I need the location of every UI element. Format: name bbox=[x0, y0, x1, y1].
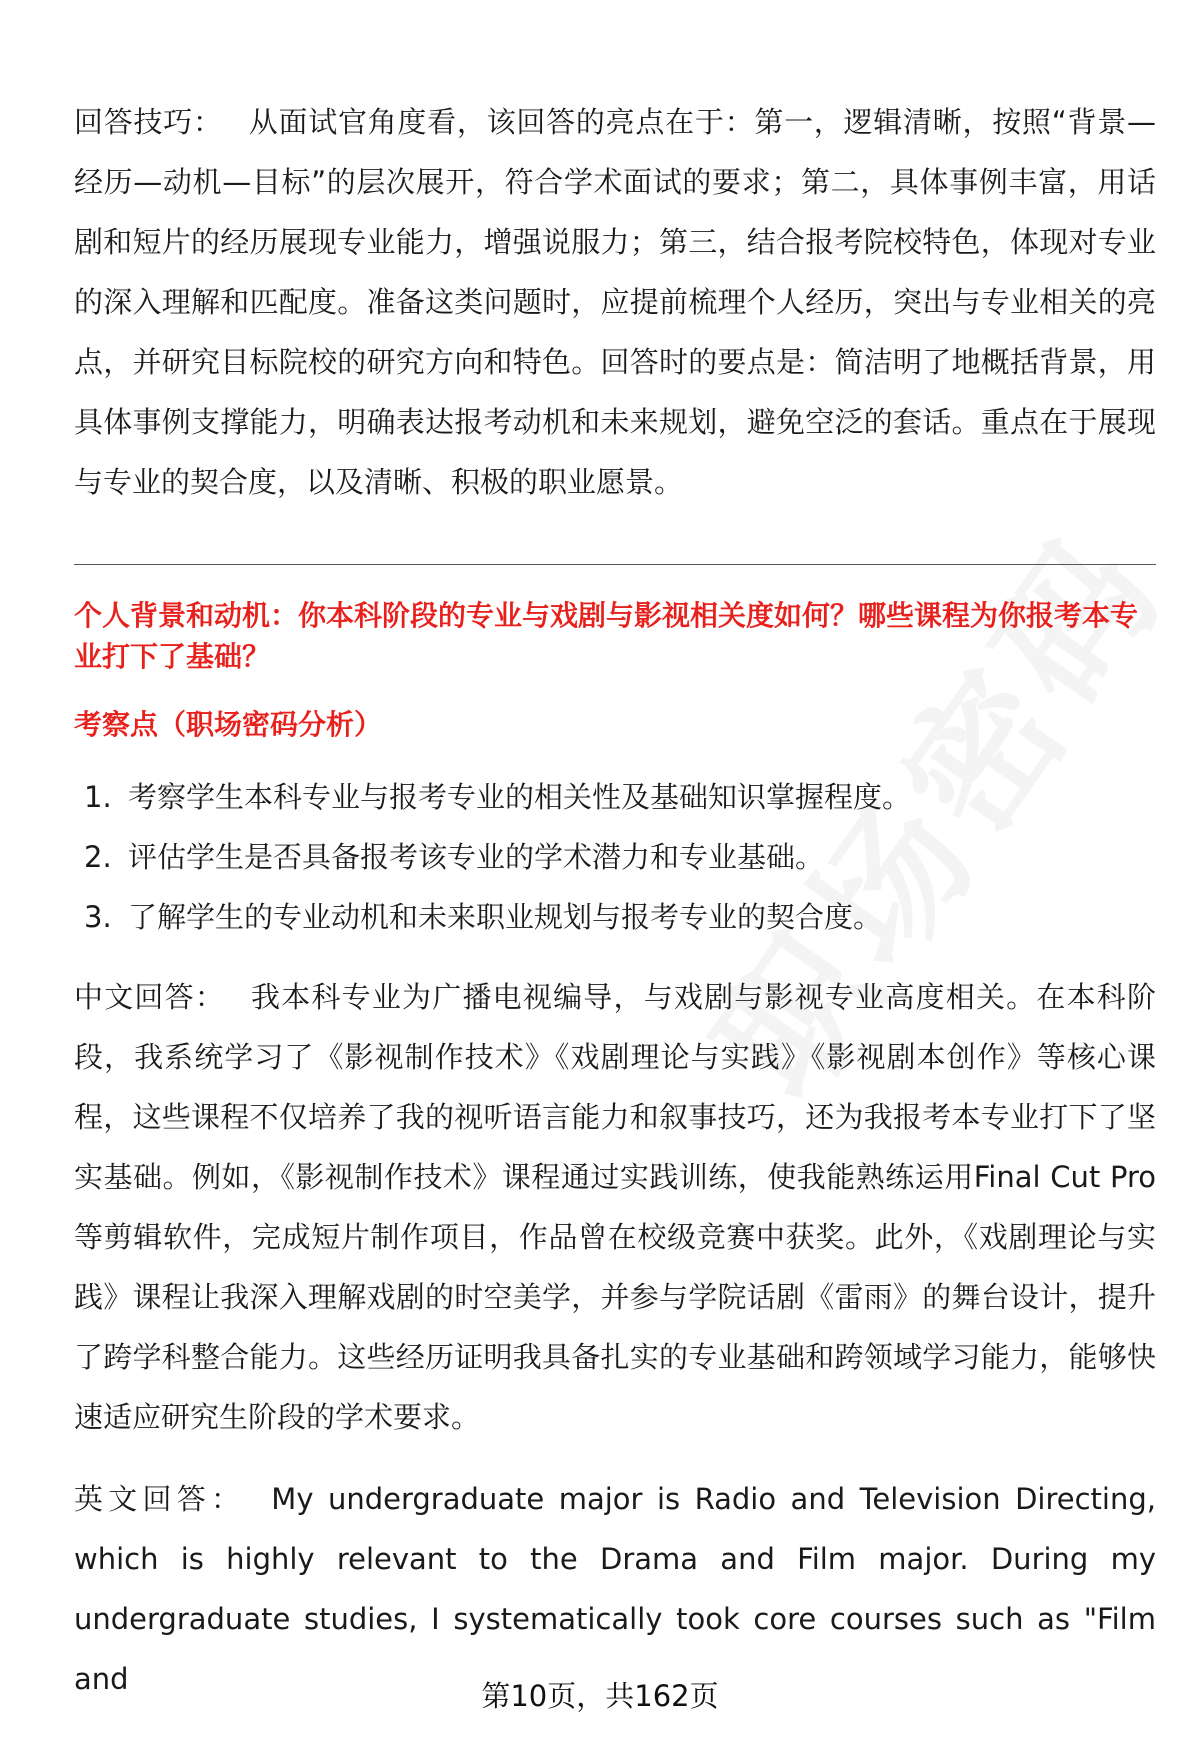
page-content bbox=[74, 92, 1156, 1709]
focus-heading: 考察点（职场密码分析） bbox=[74, 708, 383, 741]
chinese-answer-text: 我本科专业为广播电视编导，与戏剧与影视专业高度相关。在本科阶段，我系统学习了《影视制作技术》《戏剧理论与实践》《影视剧本创作》等核心课程，这些课程不仅培养了我的视听语言能力和叙事技巧，还为我报考本专业打下了坚实基础。例如，《影视制作技术》课程通过实践训练，使我能熟练运用Final Cut Pro等剪辑软件，完成短片制作项目，作品曾在校级竞赛中获奖。此外，《戏剧理论与实践》课程让我深入理解戏剧的时空美学，并参与学院话剧《雷雨》的舞台设计，提升了跨学科整合能力。这些经历证明我具备扎实的专业基础和跨领域学习能力，能够快速适应研究生阶段的学术要求。 bbox=[74, 980, 1156, 1434]
section-divider bbox=[74, 564, 1156, 565]
focus-points-list bbox=[74, 767, 1156, 947]
chinese-answer-label: 中文回答： bbox=[74, 980, 226, 1014]
list-item-number: 3. bbox=[84, 900, 112, 934]
list-item-text: 了解学生的专业动机和未来职业规划与报考专业的契合度。 bbox=[128, 900, 883, 934]
answer-tip-paragraph bbox=[74, 92, 1156, 512]
english-answer-paragraph bbox=[74, 1469, 1156, 1709]
list-item bbox=[74, 887, 1156, 947]
answer-tip-text: 从面试官角度看，该回答的亮点在于：第一，逻辑清晰，按照“背景—经历—动机—目标”的层次展开，符合学术面试的要求；第二，具体事例丰富，用话剧和短片的经历展现专业能力，增强说服力；第三，结合报考院校特色，体现对专业的深入理解和匹配度。准备这类问题时，应提前梳理个人经历，突出与专业相关的亮点，并研究目标院校的研究方向和特色。回答时的要点是：简洁明了地概括背景，用具体事例支撑能力，明确表达报考动机和未来规划，避免空泛的套话。重点在于展现与专业的契合度，以及清晰、积极的职业愿景。 bbox=[74, 105, 1156, 499]
list-item-number: 2. bbox=[84, 840, 112, 874]
answer-tip-label: 回答技巧： bbox=[74, 105, 223, 139]
list-item-text: 评估学生是否具备报考该专业的学术潜力和专业基础。 bbox=[128, 840, 825, 874]
page-number-footer: 第10页，共162页 bbox=[481, 1679, 719, 1713]
list-item-number: 1. bbox=[84, 780, 112, 814]
english-answer-text: My undergraduate major is Radio and Television Directing, which is highly relevant to the Drama and Film major. During my undergraduate studies, I systematically took core courses such as "Film and bbox=[74, 1482, 1156, 1696]
list-item bbox=[74, 767, 1156, 827]
question-heading: 个人背景和动机：你本科阶段的专业与戏剧与影视相关度如何？哪些课程为你报考本专业打下了基础？ bbox=[74, 599, 1139, 673]
chinese-answer-paragraph bbox=[74, 967, 1156, 1447]
english-answer-label: 英文回答： bbox=[74, 1482, 246, 1516]
list-item-text: 考察学生本科专业与报考专业的相关性及基础知识掌握程度。 bbox=[128, 780, 912, 814]
list-item bbox=[74, 827, 1156, 887]
